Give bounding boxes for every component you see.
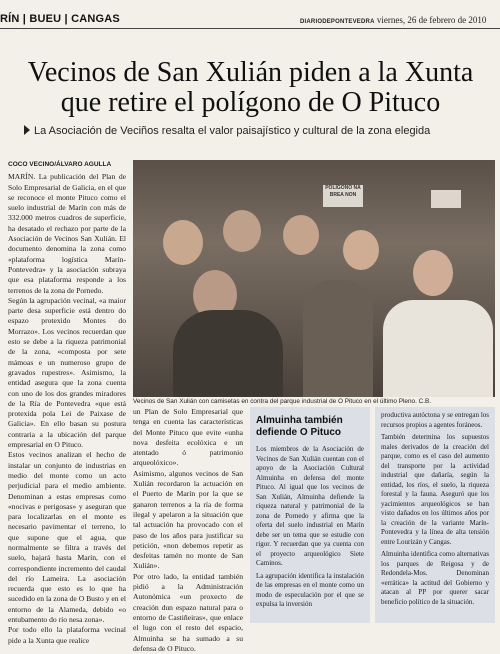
body-column-2 [133,407,243,654]
person-head [223,210,261,252]
paragraph: Estos vecinos analizan el hecho de instalar un conjunto de industrias en medio del monte como un acto perjudicial para el medio ambiente. Denominan a estas empresas como «nocivas e perigosas» y aseguran que para localizarlas en el monte es necesario pavimentar el terreno, lo que supone que el agua, que normalmente se filtra a través del suelo, bajará hasta Marín, con el correspondiente incremento del caudal del río Lameira. La asociación recuerda que esto es lo que ha sucedido en la zona de O Busto y en el entorno de la Alameda, debido «o entubamento do río nesa zona». [8,450,126,625]
person-head [163,220,203,265]
person-body [303,280,373,397]
article-headline: Vecinos de San Xulián piden a la Xunta que retire el polígono de O Pituco [27,57,474,118]
deck-text: La Asociación de Veciños resalta el valor paisajístico y cultural de la zona elegida [34,125,431,137]
paragraph: Los miembros de la Asociación de Vecinos de San Xulián cuentan con el apoyo de la Asociación Cultural Almuinha en defensa del monte Pituco. Al igual que los vecinos de San Xulián, Almuinha defiende la riqueza natural y patrimonial de la zona de Pornedo y afirma que la oferta del suelo industrial en Marín debe ser un tema que se estudie con rigor. Y recuerdan que ya cuenta con el proyecto arqueológico Siete Caminos. [256,445,364,567]
sidebar-column [250,445,370,610]
protest-sign: POLÍGONO NA BREA NON [323,185,363,207]
header-rule [0,28,500,29]
paragraph: Según la agrupación vecinal, «a maior parte desa superficie está dentro do espazo protexido Montes do Morrazo». Los vecinos recuerdan que esto se debe a la riqueza patrimonial de la zona, «composta por sete mámoas e un numeroso grupo de gravados rupestres». Asimismo, la entidad asegura que la zona cuenta con uno de los dos grandes miradores de la Ría de Pontevedra «que está protexida pola Lei de Paixase de Galicia». En ello basan su postura contraria a la ubicación del parque empresarial en O Pituco. [8,295,126,450]
protest-shirt [383,300,493,397]
sidebar-box [250,407,370,623]
triangle-bullet-icon [24,125,30,135]
paragraph: También determina los supuestos males derivados de la creación del parque, como es el caso del aumento del transporte por la actividad industrial que dañaría, según la entidad, los ríos, el suelo, la riqueza forestal y la fauna. Aseguró que los yacimientos arqueológicos se han visto dañados en los últimos años por la creación de la variante Marín-Pontevedra y la línea de alta tensión entre Lourizán y Cangas. [381,433,489,546]
paragraph: un Plan de Solo Empresarial que tenga en cuenta las características del Monte Pituco que evite «unha nova desfeita ecolóxica e un atentado ó patrimonio arqueolóxico». [133,407,243,468]
issue-date: viernes, 26 de febrero de 2010 [376,15,487,25]
article-deck [24,125,494,137]
paragraph: Por otro lado, la entidad también pidió a la Administración Autonómica «un proxecto de creación dun espazo natural para o entorno de Castiñeiras», que enlace el lugo con el resto del espacio, Almuinha se ha sumado a su defensa de O Pituco. [133,571,243,653]
person-body [173,310,283,397]
sidebar-column-2 [375,407,495,614]
body-column-1 [8,160,126,646]
person-head [343,230,379,270]
paper-dateline [300,15,486,25]
byline: COCO VECINO/ÁLVARO AGULLA [8,161,112,168]
paragraph: productiva autóctona y se entregan los recursos propios a agentes foráneos. [381,411,489,429]
paragraph: La agrupación identifica la instalación de las empresas en el monte como un modo de especulación por el que se expulsa la inversión [256,571,364,608]
paragraph: MARÍN. La publicación del Plan de Solo Empresarial de Galicia, en el que se reconoce el monte Pituco como el suelo industrial de Marín con más de 332.000 metros cuadros de superficie, ha desatado el rechazo por parte de la Asociación de Vecinos San Xulián. El documento denomina la zona como «plataforma logística Marín-Pontevedra» y la asociación subraya que esa plataforma responde a los terrenos de la zona de Pornedo. [8,172,126,295]
person-head [413,250,453,296]
person-head [283,215,319,255]
sidebar-box-2 [375,407,495,623]
paragraph: Almuinha identifica como alternativas los parques de Reigosa y de Redondela-Mos. Denominan «errática» la actitud del Gobierno y atacan al PP por querer sacar beneficio político de la situación. [381,550,489,606]
section-label: RÍN | BUEU | CANGAS [0,13,120,25]
photo-caption: Vecinos de San Xulián con camisetas en contra del parque industrial de O Pituco en el último Pleno. C.B. [133,398,432,405]
protest-sign-2 [431,190,461,208]
paragraph: Asimismo, algunos vecinos de San Xulián recordaron la actuación en el Puerto de Marín por la que se ganaron terrenos a la ría de forma ilegal y apelaron a la situación que tal actuación ha provocado con el paso de los años para justificar su petición, «non debemos repetir as desfeitas tamén no monte de San Xulián». [133,468,243,571]
newspaper-name: DIARIODEPONTEVEDRA [300,19,375,25]
paragraph: Por todo ello la plataforma vecinal pide a la Xunta que realice [8,625,126,645]
news-photo [133,160,495,397]
page-header [0,0,500,40]
sidebar-title: Almuinha también defiende O Pituco [256,415,343,438]
